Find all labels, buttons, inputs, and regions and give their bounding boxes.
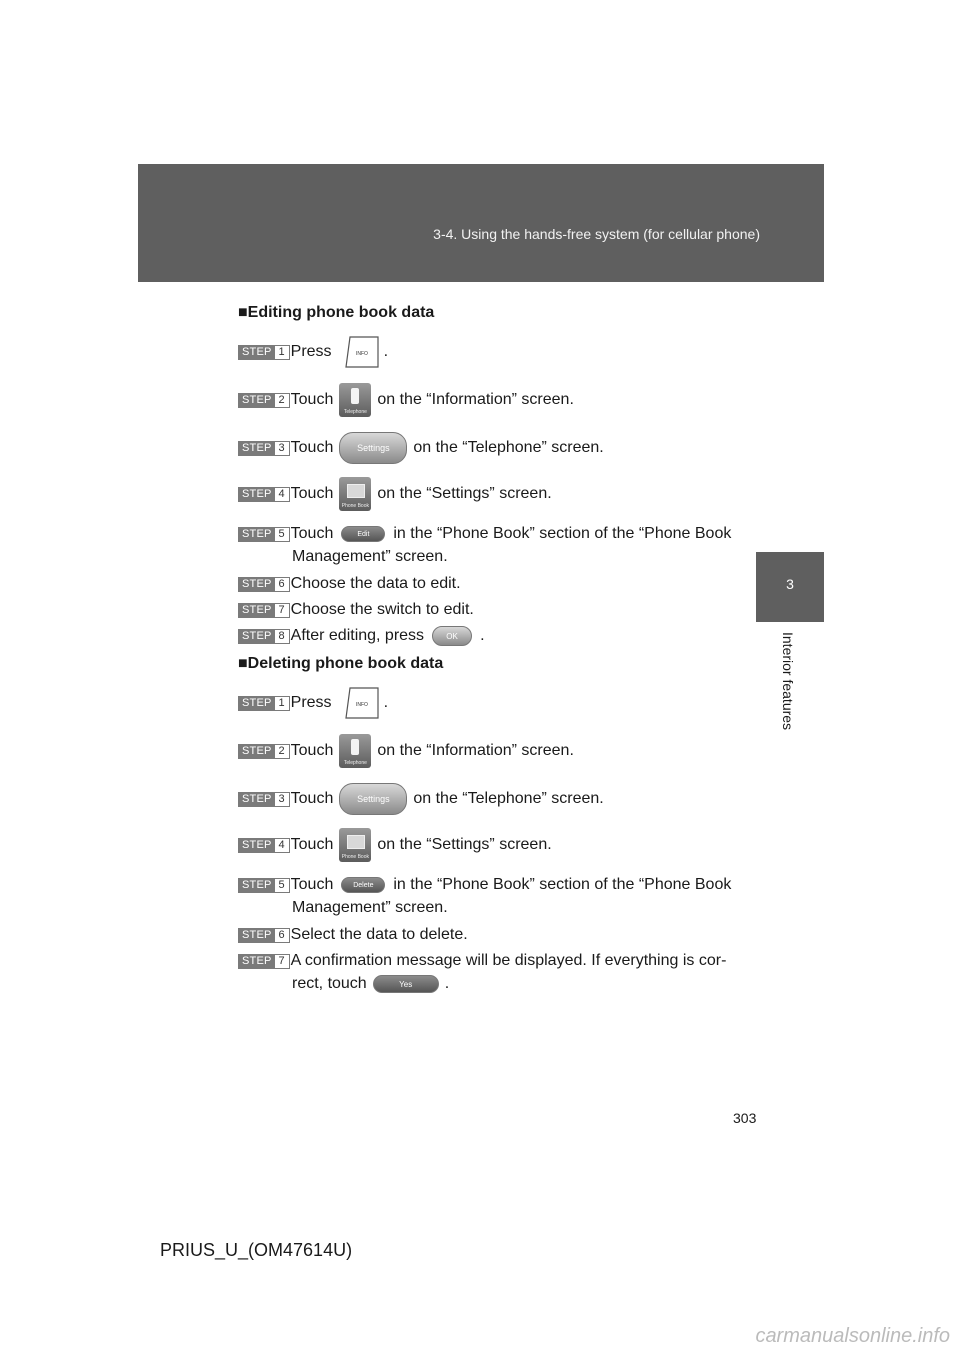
- svg-text:INFO: INFO: [355, 351, 368, 357]
- settings-button-icon: Settings: [339, 783, 407, 815]
- phonebook-icon: Phone Book: [339, 828, 371, 862]
- delete-step-5: STEP 5 Touch Delete in the “Phone Book” section of the “Phone Book: [238, 873, 731, 897]
- info-button-icon: [344, 335, 380, 369]
- step-badge: STEP 5: [238, 878, 290, 893]
- edit-step-5-cont: Management” screen.: [292, 548, 448, 565]
- footer-model-code: PRIUS_U_(OM47614U): [160, 1240, 353, 1260]
- chapter-tab: [756, 552, 824, 622]
- delete-step-5-cont: Management” screen.: [292, 899, 448, 916]
- delete-step-1: STEP 1 Press INFO .: [238, 691, 388, 715]
- edit-step-3: STEP 3 Touch Settings on the “Telephone” screen.: [238, 436, 604, 460]
- step-badge: STEP 7: [238, 954, 290, 969]
- delete-step-3: STEP 3 Touch Settings on the “Telephone” screen.: [238, 787, 604, 811]
- svg-text:INFO: INFO: [355, 702, 368, 708]
- step-badge: STEP 1: [238, 696, 290, 711]
- phonebook-icon: Phone Book: [339, 477, 371, 511]
- delete-button-icon: Delete: [341, 877, 385, 893]
- step-badge: STEP 4: [238, 487, 290, 502]
- step-badge: STEP 1: [238, 345, 290, 360]
- delete-step-6: STEP 6 Select the data to delete.: [238, 923, 468, 947]
- step-badge: STEP 7: [238, 603, 290, 618]
- delete-step-7-cont: rect, touch Yes .: [292, 975, 450, 992]
- delete-step-4: STEP 4 Touch Phone Book on the “Settings” screen.: [238, 833, 552, 857]
- delete-step-2: STEP 2 Touch Telephone on the “Information” screen.: [238, 739, 574, 763]
- step-badge: STEP 6: [238, 577, 290, 592]
- page-number: 303: [733, 1110, 757, 1126]
- edit-step-6: STEP 6 Choose the data to edit.: [238, 572, 461, 596]
- step-badge: STEP 3: [238, 441, 290, 456]
- step-badge: STEP 5: [238, 527, 290, 542]
- step-badge: STEP 6: [238, 928, 290, 943]
- edit-step-7: STEP 7 Choose the switch to edit.: [238, 598, 474, 622]
- edit-button-icon: Edit: [341, 526, 385, 542]
- header-title: 3-4. Using the hands-free system (for cellular phone): [433, 226, 760, 242]
- step-badge: STEP 4: [238, 838, 290, 853]
- step-badge: STEP 3: [238, 792, 290, 807]
- edit-step-5: STEP 5 Touch Edit in the “Phone Book” section of the “Phone Book: [238, 522, 731, 546]
- ok-button-icon: OK: [432, 626, 472, 646]
- chapter-label: Interior features: [780, 632, 796, 731]
- yes-button-icon: Yes: [373, 975, 439, 993]
- edit-step-8: STEP 8 After editing, press OK .: [238, 624, 485, 648]
- edit-step-1: STEP 1 Press INFO .: [238, 340, 388, 364]
- edit-step-4: STEP 4 Touch Phone Book on the “Settings” screen.: [238, 482, 552, 506]
- watermark: carmanualsonline.info: [755, 1325, 950, 1347]
- step-badge: STEP 8: [238, 629, 290, 644]
- settings-button-icon: Settings: [339, 432, 407, 464]
- telephone-icon: Telephone: [339, 383, 371, 417]
- chapter-number: 3: [786, 576, 794, 592]
- header-band: [138, 164, 824, 282]
- delete-step-7: STEP 7 A confirmation message will be displayed. If everything is cor-: [238, 949, 726, 973]
- info-button-icon: [344, 686, 380, 720]
- step-badge: STEP 2: [238, 744, 290, 759]
- edit-step-2: STEP 2 Touch Telephone on the “Information” screen.: [238, 388, 574, 412]
- editing-heading: ■Editing phone book data: [238, 304, 435, 321]
- step-badge: STEP 2: [238, 393, 290, 408]
- telephone-icon: Telephone: [339, 734, 371, 768]
- deleting-heading: ■Deleting phone book data: [238, 655, 444, 672]
